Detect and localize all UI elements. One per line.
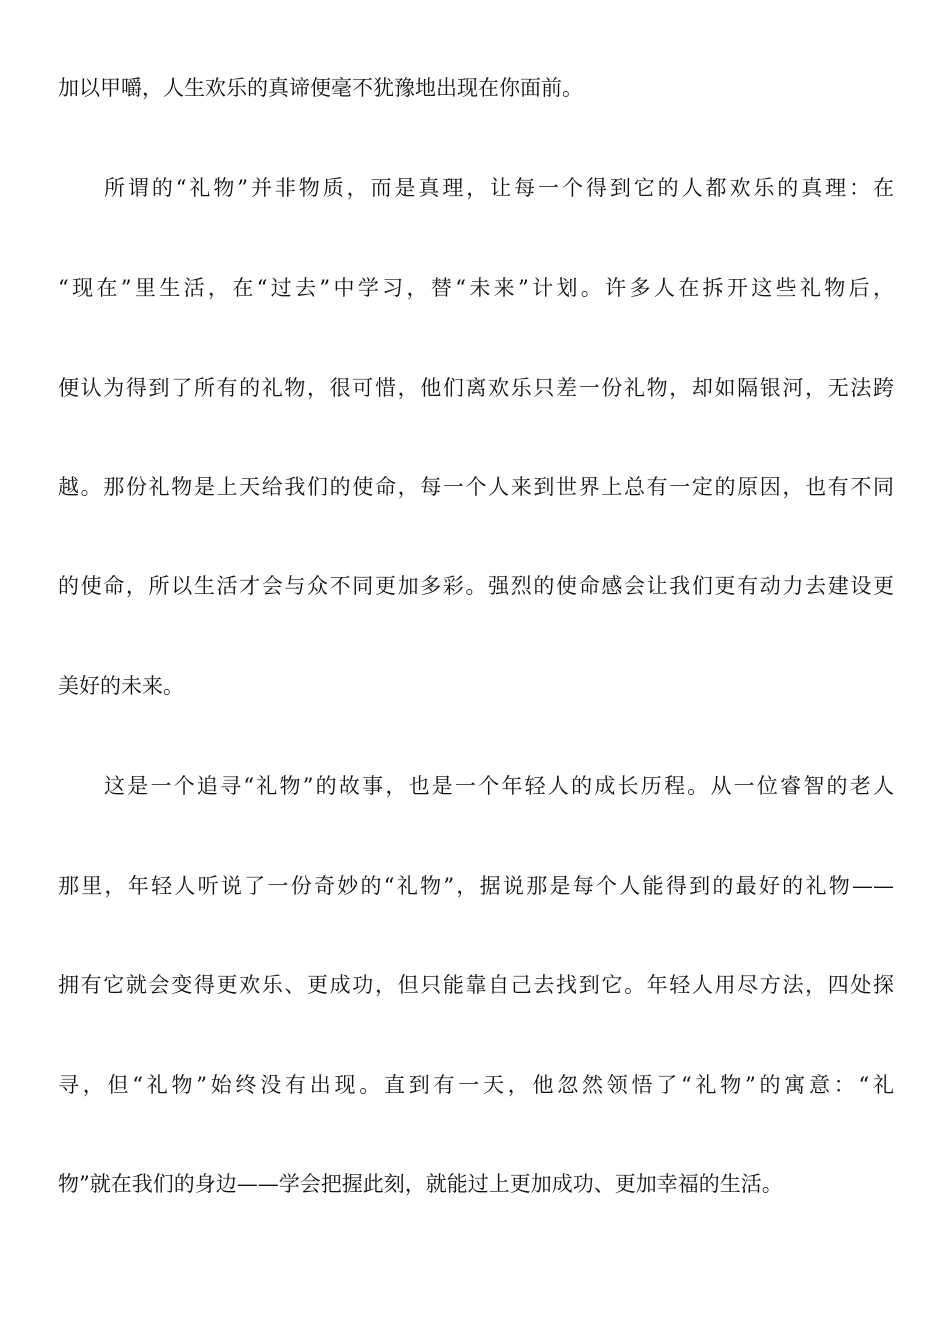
text-line: 便认为得到了所有的礼物，很可惜，他们离欢乐只差一份礼物，却如隔银河，无法跨 [58,376,894,400]
text-line: 的使命，所以生活才会与众不同更加多彩。强烈的使命感会让我们更有动力去建设更 [58,574,894,598]
text-line: “现在”里生活，在“过去”中学习，替“未来”计划。许多人在拆开这些礼物后， [58,276,894,300]
text-line: 所谓的“礼物”并非物质，而是真理，让每一个得到它的人都欢乐的真理：在 [104,176,894,200]
text-line: 寻，但“礼物”始终没有出现。直到有一天，他忽然领悟了“礼物”的寓意：“礼 [58,1073,894,1097]
text-line: 物”就在我们的身边——学会把握此刻，就能过上更加成功、更加幸福的生活。 [58,1172,783,1196]
text-line: 这是一个追寻“礼物”的故事，也是一个年轻人的成长历程。从一位睿智的老人 [104,774,894,798]
text-line: 美好的未来。 [58,674,184,698]
text-line: 拥有它就会变得更欢乐、更成功，但只能靠自己去找到它。年轻人用尽方法，四处探 [58,973,894,997]
text-line: 加以甲嚼，人生欢乐的真谛便毫不犹豫地出现在你面前。 [58,76,583,100]
text-line: 越。那份礼物是上天给我们的使命，每一个人来到世界上总有一定的原因，也有不同 [58,475,894,499]
text-line: 那里，年轻人听说了一份奇妙的“礼物”，据说那是每个人能得到的最好的礼物—— [58,874,894,898]
